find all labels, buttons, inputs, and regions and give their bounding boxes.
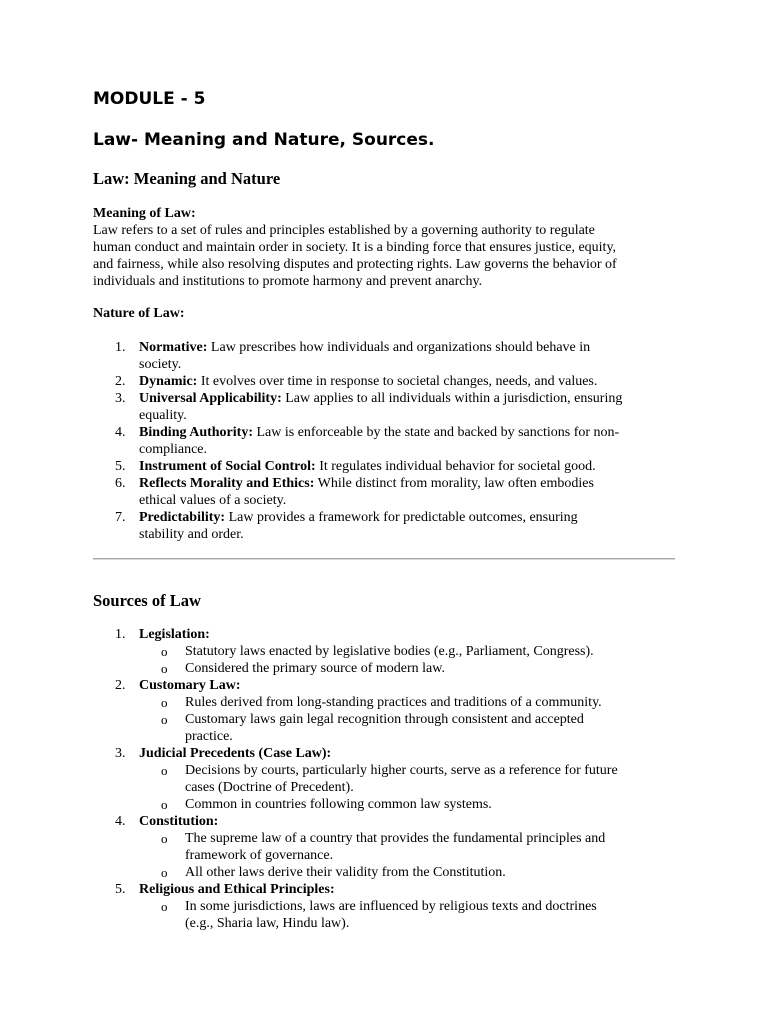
point-text-continued: (e.g., Sharia law, Hindu law). [185,916,350,931]
circle-bullet-icon: o [161,865,168,880]
circle-bullet-icon: o [161,797,168,812]
circle-bullet-icon: o [161,695,168,710]
point-text-continued: practice. [185,729,233,744]
source-item-constitution [93,813,683,881]
source-points [139,643,683,677]
point-text: Decisions by courts, particularly higher courts, serve as a reference for future [185,763,618,778]
paragraph-line: human conduct and maintain order in society. It is a binding force that ensures justice, equity, [93,240,617,255]
nature-term: Instrument of Social Control: [139,459,316,474]
nature-description-continued: equality. [139,408,187,423]
nature-description: Law provides a framework for predictable outcomes, ensuring [225,510,578,525]
list-number: 1. [115,340,126,355]
nature-item-social-control [93,458,683,475]
nature-item-predictability [93,509,683,543]
nature-of-law-list [93,339,683,543]
document-title: Law- Meaning and Nature, Sources. [93,130,435,150]
sources-of-law-list [93,626,683,932]
paragraph-line: and fairness, while also resolving disputes and protecting rights. Law governs the behavior of [93,257,617,272]
circle-bullet-icon: o [161,831,168,846]
meaning-of-law-heading: Meaning of Law: [93,206,196,221]
nature-description: Law applies to all individuals within a jurisdiction, ensuring [281,391,623,406]
nature-description-continued: ethical values of a society. [139,493,287,508]
point-text: Customary laws gain legal recognition through consistent and accepted [185,712,584,727]
list-number: 7. [115,510,126,525]
source-points [139,762,683,813]
list-number: 5. [115,459,126,474]
nature-item-dynamic [93,373,683,390]
section-heading-sources: Sources of Law [93,591,201,610]
point-text: Rules derived from long-standing practices and traditions of a community. [185,695,602,710]
source-title: Religious and Ethical Principles: [139,882,335,897]
circle-bullet-icon: o [161,763,168,778]
point-text: Statutory laws enacted by legislative bodies (e.g., Parliament, Congress). [185,644,594,659]
nature-term: Universal Applicability: [139,391,282,406]
list-number: 3. [115,391,126,406]
source-title: Constitution: [139,814,219,829]
paragraph-line: Law refers to a set of rules and principles established by a governing authority to regulate [93,223,595,238]
list-number: 2. [115,374,126,389]
circle-bullet-icon: o [161,644,168,659]
module-title: MODULE - 5 [93,89,206,109]
list-number: 3. [115,746,126,761]
list-number: 5. [115,882,126,897]
nature-item-binding-authority [93,424,683,458]
source-point [139,643,683,660]
source-point [139,864,683,881]
source-item-judicial-precedents [93,745,683,813]
nature-term: Predictability: [139,510,226,525]
point-text: All other laws derive their validity from the Constitution. [185,865,506,880]
point-text-continued: cases (Doctrine of Precedent). [185,780,354,795]
meaning-of-law-paragraph [93,222,683,290]
nature-description: Law is enforceable by the state and backed by sanctions for non- [252,425,620,440]
source-title: Judicial Precedents (Case Law): [139,746,332,761]
source-points [139,694,683,745]
list-number: 4. [115,814,126,829]
point-text: Considered the primary source of modern law. [185,661,445,676]
list-number: 4. [115,425,126,440]
source-item-legislation [93,626,683,677]
point-text: Common in countries following common law systems. [185,797,492,812]
source-point [139,660,683,677]
nature-term: Binding Authority: [139,425,253,440]
circle-bullet-icon: o [161,899,168,914]
nature-description: While distinct from morality, law often embodies [314,476,594,491]
nature-description-continued: society. [139,357,182,372]
list-number: 2. [115,678,126,693]
source-title: Customary Law: [139,678,241,693]
point-text-continued: framework of governance. [185,848,334,863]
source-points [139,830,683,881]
nature-description: Law prescribes how individuals and organizations should behave in [207,340,591,355]
nature-description: It regulates individual behavior for societal good. [315,459,596,474]
nature-item-morality-ethics [93,475,683,509]
nature-item-normative [93,339,683,373]
nature-term: Dynamic: [139,374,198,389]
source-points [139,898,683,932]
nature-item-universal-applicability [93,390,683,424]
source-item-religious-ethical [93,881,683,932]
source-point [139,898,683,932]
source-point [139,796,683,813]
nature-description-continued: compliance. [139,442,208,457]
source-point [139,694,683,711]
nature-term: Normative: [139,340,208,355]
source-item-customary-law [93,677,683,745]
list-number: 6. [115,476,126,491]
section-heading-meaning-nature: Law: Meaning and Nature [93,169,281,188]
source-point [139,762,683,796]
source-point [139,830,683,864]
nature-description-continued: stability and order. [139,527,244,542]
list-number: 1. [115,627,126,642]
nature-of-law-heading: Nature of Law: [93,306,185,321]
circle-bullet-icon: o [161,712,168,727]
circle-bullet-icon: o [161,661,168,676]
source-point [139,711,683,745]
paragraph-line: individuals and institutions to promote harmony and prevent anarchy. [93,274,483,289]
nature-description: It evolves over time in response to societal changes, needs, and values. [197,374,598,389]
source-title: Legislation: [139,627,210,642]
point-text: In some jurisdictions, laws are influenced by religious texts and doctrines [185,899,597,914]
point-text: The supreme law of a country that provides the fundamental principles and [185,831,606,846]
nature-term: Reflects Morality and Ethics: [139,476,315,491]
horizontal-divider [93,558,675,560]
